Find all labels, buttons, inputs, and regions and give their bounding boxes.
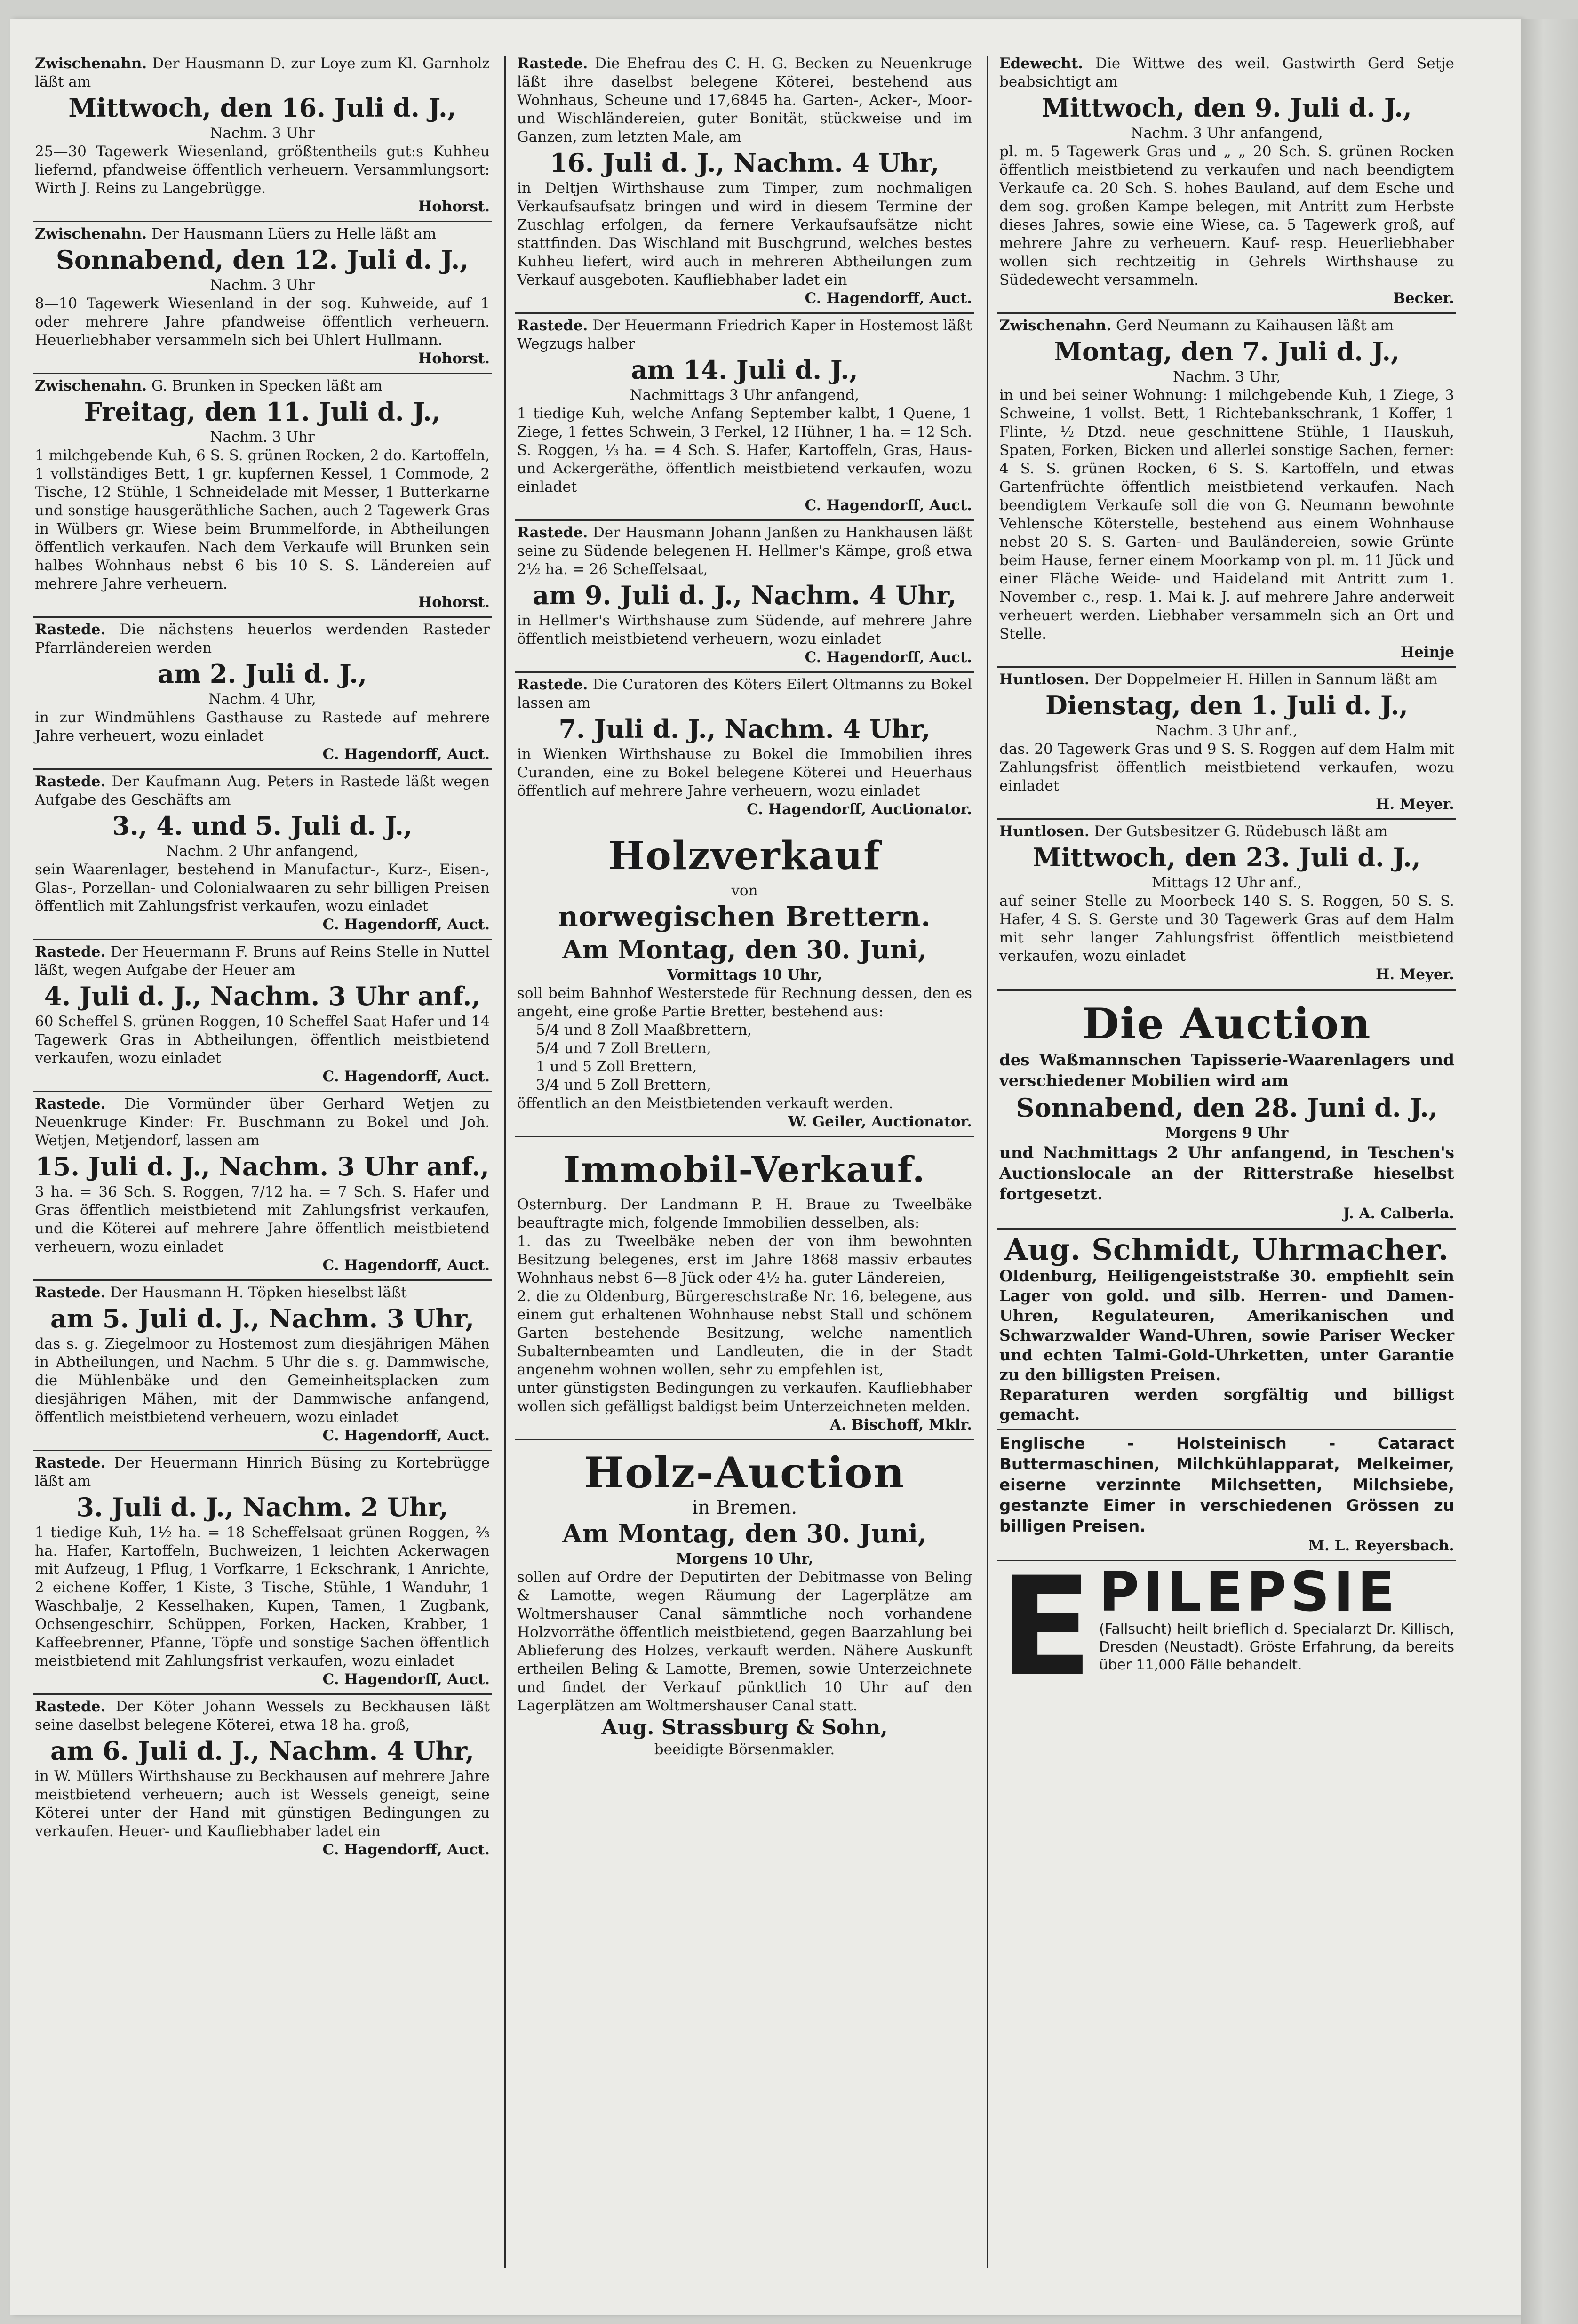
classified-ad [33,939,492,1091]
ad-intro: Die Wittwe des weil. Gastwirth Gerd Setje beabsichtigt am [999,55,1454,90]
ad-signature: C. Hagendorff, Auct. [805,649,972,666]
classified-ad [515,312,974,519]
schmidt-uhrmacher-ad [997,1228,1456,1429]
ad-place: Huntlosen. [999,671,1090,688]
column-left [33,52,492,2273]
list-item: 5/4 und 7 Zoll Brettern, [536,1040,711,1057]
ad-intro: Der Kaufmann Aug. Peters in Rastede läßt wegen Aufgabe des Geschäfts am [35,773,490,808]
ad-date-heading: Mittwoch, den 16. Juli d. J., [68,93,456,123]
ad-intro: Die nächstens heuerlos werdenden Rasteder Pfarrländereien werden [35,621,490,656]
die-auction-ad [997,989,1456,1228]
ad-title: Aug. Schmidt, Uhrmacher. [1004,1232,1449,1267]
ad-date-heading: 15. Juli d. J., Nachm. 3 Uhr anf., [35,1151,489,1182]
ad-date-heading: 3. Juli d. J., Nachm. 2 Uhr, [76,1492,448,1522]
ad-time: Vormittags 10 Uhr, [667,966,822,983]
ad-time: Nachm. 3 Uhr anf., [1156,722,1298,739]
ad-body: 1 tiedige Kuh, welche Anfang September kalbt, 1 Quene, 1 Ziege, 1 fettes Schwein, 3 Ferkel, 12 Hühner, 1 ha. = 12 Sch. S. Roggen, ⅓ ha. = 4 Sch. S. Hafer, Kartoffeln, Gras, Haus- und Ackergeräthe, öffentlich meistbietend verkaufen, wozu einladet [517,405,972,495]
ad-body: 1 tiedige Kuh, 1½ ha. = 18 Scheffelsaat grünen Roggen, ⅔ ha. Hafer, Kartoffeln, Buchweizen, 1 leichten Ackerwagen mit Aufzeug, 1 Pflug, 1 Vorfkarre, 1 Eckschrank, 1 Anrichte, 2 eichene Koffer, 1 Kiste, 3 Tische, Stühle, 1 Wanduhr, 1 Waschbalje, 2 Kesselhaken, Kupen, Tamen, 1 Zugbank, Ochsengeschirr, Schüppen, Forken, Hacken, Krabber, 1 Kaffeebrenner, Pfanne, Töpfe und sonstige Sachen öffentlich meistbietend mit Zahlungsfrist verkaufen, wozu einladet [35,1524,490,1669]
ad-body: in zur Windmühlens Gasthause zu Rastede auf mehrere Jahre verheuert, wozu einladet [35,709,490,744]
ad-place: Rastede. [35,943,106,960]
classified-ad [997,818,1456,989]
ad-body: des Waßmannschen Tapisserie-Waarenlagers und verschiedener Mobilien wird am [999,1051,1454,1090]
ad-signature: C. Hagendorff, Auct. [322,1257,490,1274]
ad-initial: E [999,1548,1093,1707]
ad-signature: Becker. [1393,290,1454,307]
ad-intro: Der Heuermann Hinrich Büsing zu Kortebrügge läßt am [35,1454,490,1490]
holzverkauf-ad [515,823,974,1136]
ad-intro: G. Brunken in Specken läßt am [151,377,383,394]
ad-body: das s. g. Ziegelmoor zu Hostemost zum diesjährigen Mähen in Abtheilungen, und Nachm. 5 Uhr die s. g. Dammwische, die Mühlenbäke und den Gemeinheitsplacken zum diesjährigen Mähen, mit der Dammwische anfangend, öffentlich meistbietend verheuern, wozu einladet [35,1335,490,1426]
ad-time: Morgens 10 Uhr, [676,1550,813,1567]
ad-date-heading: am 6. Juli d. J., Nachm. 4 Uhr, [50,1736,475,1766]
ad-body: in Hellmer's Wirthshause zum Südende, auf mehrere Jahre öffentlich meistbietend verheuern, wozu einladet [517,612,972,647]
list-item: 5/4 und 8 Zoll Maaßbrettern, [536,1022,752,1038]
ad-title: Immobil-Verkauf. [563,1149,926,1190]
ad-time: Nachm. 3 Uhr, [1173,368,1281,385]
list-item: 2. die zu Oldenburg, Bürgereschstraße Nr. 16, belegene, aus einem gut erhaltenen Wohnhause nebst Stall und schönem Garten bestehende Besitzung, welche namentlich Subalternbeamten und Landleuten, die in der Stadt angenehm wohnen wollen, sehr zu empfehlen ist, [517,1288,972,1378]
classified-ad [33,1279,492,1450]
ad-title: Die Auction [1082,999,1371,1049]
ad-time: Morgens 9 Uhr [1165,1125,1289,1142]
ad-intro: Die Ehefrau des C. H. G. Becken zu Neuenkruge läßt ihre daselbst belegene Köterei, bestehend aus Wohnhaus, Scheune und 17,6845 ha. Garten-, Acker-, Moor- und Wischländereien, guter Bonität, stückweise und im Ganzen, zum letzten Male, am [517,55,972,145]
ad-signature: W. Geiler, Auctionator. [788,1113,972,1130]
classified-ad [33,616,492,768]
ad-signature: C. Hagendorff, Auct. [322,1671,490,1688]
ad-signature: Hohorst. [418,350,490,367]
ad-body: 8—10 Tagewerk Wiesenland in der sog. Kuhweide, auf 1 oder mehrere Jahre pfandweise öffentlich verheuern. Heuerliebhaber versammeln sich bei Uhlert Hullmann. [35,295,490,349]
ad-place: Zwischenahn. [35,55,147,72]
ad-place: Zwischenahn. [35,377,147,394]
ad-date: Sonnabend, den 28. Juni d. J., [1016,1093,1438,1123]
ad-body: in und bei seiner Wohnung: 1 milchgebende Kuh, 1 Ziege, 3 Schweine, 1 vollst. Bett, 1 Richtebankschrank, 1 Koffer, 1 Flinte, ½ Dtzd. neue geschnittene Stühle, 1 Hauskuh, Spaten, Forken, Bicken und allerlei sonstige Sachen, ferner: 4 S. S. grünen Rocken, 6 S. S. Kartoffeln, und etwas Gartenfrüchte öffentlich meistbietend verkaufen. Nach beendigtem Verkaufe soll die von G. Neumann bewohnte Vehlensche Köterstelle, bestehend aus einem Wohnhause nebst 20 S. S. Garten- und Bauländereien, sowie Grünte beim Hause, ferner einem Moorkamp von pl. m. 11 Jück und einer Fläche Weide- und Haideland mit Antritt zum 1. November c., resp. 1. Mai k. J. auf mehrere Jahre anderweit verheuert werden. Liebhaber versammeln sich an Ort und Stelle. [999,387,1454,642]
ad-von: von [731,882,758,899]
ad-intro: Der Hausmann Johann Janßen zu Hankhausen läßt seine zu Südende belegenen H. Hellmer's Kämpe, groß etwa 2½ ha. = 26 Scheffelsaat, [517,524,972,578]
ad-body: 25—30 Tagewerk Wiesenland, größtentheils gut:s Kuhheu liefernd, pfandweise öffentlich verheuern. Versammlungsort: Wirth J. Reins zu Langebrügge. [35,143,490,197]
ad-title: Holz-Auction [583,1448,905,1498]
page-edge [1521,19,1578,2324]
ad-date-heading: am 9. Juli d. J., Nachm. 4 Uhr, [532,580,957,610]
epilepsie-ad [997,1548,1456,1707]
ad-date-heading: Montag, den 7. Juli d. J., [1054,336,1400,367]
ad-place: Rastede. [35,773,106,790]
ad-time: Nachmittags 3 Uhr anfangend, [630,387,860,404]
ad-intro: Die Vormünder über Gerhard Wetjen zu Neuenkruge Kinder: Fr. Buschmann zu Bokel und Joh. Wetjen, Metjendorf, lassen am [35,1095,490,1149]
ad-body: in Deltjen Wirthshause zum Timper, zum nochmaligen Verkaufsaufsatz bringen und wird in diesem Termine der Zuschlag erfolgen, da fernere Verkaufsaufsätze nicht stattfinden. Das Wischland mit Buschgrund, welches bestes Kuhheu liefert, wird auch in mehreren Abtheilungen zum Verkauf ausgeboten. Kaufliebhaber ladet ein [517,180,972,288]
ad-signature: C. Hagendorff, Auct. [322,1427,490,1444]
ad-place: Rastede. [517,317,588,334]
classified-ad [33,52,492,221]
column-rule [504,56,506,2268]
ad-place: Zwischenahn. [35,225,147,242]
classified-ad [997,666,1456,818]
ad-date: Am Montag, den 30. Juni, [562,1518,927,1549]
ad-body: soll beim Bahnhof Westerstede für Rechnung dessen, den es angeht, eine große Partie Bretter, bestehend aus: [517,985,972,1020]
column-middle [515,52,974,2273]
item-list [517,1021,972,1094]
ad-subtitle: norwegischen Brettern. [558,901,931,933]
ad-place: Rastede. [35,1095,106,1112]
ad-signature: Heinje [1400,644,1454,661]
ad-body: in W. Müllers Wirthshause zu Beckhausen auf mehrere Jahre meistbietend verheuern; auch ist Wessels geneigt, seine Köterei unter der Hand mit günstigen Bedingungen zu verkaufen. Heuer- und Kaufliebhaber ladet ein [35,1768,490,1840]
ad-place: in Bremen. [692,1497,797,1518]
ad-intro: Der Hausmann Lüers zu Helle läßt am [151,225,437,242]
ad-signature: C. Hagendorff, Auct. [322,1841,490,1858]
ad-intro: Der Köter Johann Wessels zu Beckhausen läßt seine daselbst belegene Köterei, etwa 18 ha. groß, [35,1698,490,1733]
ad-place: Rastede. [517,676,588,693]
classified-ad [515,519,974,671]
ad-place: Rastede. [35,1284,106,1301]
ad-title: Holzverkauf [608,833,881,878]
ad-signature: C. Hagendorff, Auct. [322,916,490,933]
holz-auction-ad [515,1439,974,1764]
column-right [997,52,1456,2273]
column-rule [987,56,988,2268]
ad-intro: Der Heuermann F. Bruns auf Reins Stelle in Nuttel läßt, wegen Aufgabe der Heuer am [35,943,490,979]
ad-intro: Der Hausmann D. zur Loye zum Kl. Garnholz läßt am [35,55,490,90]
ad-date-heading: Dienstag, den 1. Juli d. J., [1045,690,1408,720]
ad-signature: Hohorst. [418,594,490,611]
ad-body: sein Waarenlager, bestehend in Manufactur-, Kurz-, Eisen-, Glas-, Porzellan- und Colonialwaaren zu sehr billigen Preisen öffentlich mit Zahlungsfrist verkaufen, wozu einladet [35,861,490,915]
ad-body: sollen auf Ordre der Deputirten der Debitmasse von Beling & Lamotte, wegen Räumung der Lagerplätze am Woltmershauser Canal sämmtliche noch vorhandene Holzvorräthe öffentlich meistbietend, gegen Baarzahlung bei Ablieferung des Holzes, verkauft werden. Nähere Auskunft ertheilen Beling & Lamotte, Bremen, sowie Unterzeichnete und findet der Verkauf pünktlich 10 Uhr auf den Lagerplätzen am Woltmershauser Canal statt. [517,1569,972,1714]
ad-title: PILEPSIE [1099,1560,1399,1624]
ad-intro: Gerd Neumann zu Kaihausen läßt am [1116,317,1394,334]
ad-intro: Osternburg. Der Landmann P. H. Braue zu Tweelbäke beauftragte mich, folgende Immobilien desselben, als: [517,1196,972,1231]
ad-signature: Hohorst. [418,198,490,215]
ad-signature: J. A. Calberla. [1343,1205,1454,1222]
ad-signature: C. Hagendorff, Auct. [805,290,972,307]
ad-place: Edewecht. [999,55,1083,72]
ad-tail: und Nachmittags 2 Uhr anfangend, in Teschen's Auctionslocale an der Ritterstraße hieselbst fortgesetzt. [999,1143,1454,1204]
immobil-verkauf-ad [515,1136,974,1439]
ad-intro: Der Heuermann Friedrich Kaper in Hostemost läßt Wegzugs halber [517,317,972,352]
ad-signature: C. Hagendorff, Auctionator. [747,801,972,818]
ad-date-heading: 3., 4. und 5. Juli d. J., [112,811,413,841]
ad-date-heading: am 5. Juli d. J., Nachm. 3 Uhr, [50,1303,475,1334]
ad-time: Nachm. 3 Uhr [210,277,315,294]
ad-intro: Der Gutsbesitzer G. Rüdebusch läßt am [1094,823,1388,840]
classified-ad [33,1091,492,1279]
ad-date-heading: am 2. Juli d. J., [157,659,367,689]
buttermaschinen-ad [997,1429,1456,1560]
ad-place: Rastede. [35,1454,106,1471]
ad-body: 1 milchgebende Kuh, 6 S. S. grünen Rocken, 2 do. Kartoffeln, 1 vollständiges Bett, 1 gr. kupfernen Kessel, 1 Commode, 2 Tische, 12 Stühle, 1 Schneidelade mit Messer, 1 Butterkarne und sonstige hausgeräthliche Sachen, auch 2 Tagewerk Gras in Wülbers gr. Wiese beim Brummelforde, in Abtheilungen öffentlich verkaufen. Nach dem Verkaufe will Brunken sein halbes Wohnhaus nebst 6 bis 10 S. S. Ländereien auf mehrere Jahre verheuern. [35,447,490,592]
ad-date-heading: 4. Juli d. J., Nachm. 3 Uhr anf., [44,981,481,1011]
ad-intro: Der Hausmann H. Töpken hieselbst läßt [110,1284,407,1301]
ad-place: Rastede. [517,524,588,541]
ad-body: Englische - Holsteinisch - Cataract Buttermaschinen, Milchkühlapparat, Melkeimer, eiserne verzinnte Milchsetten, Milchsiebe, gestanzte Eimer in verschiedenen Grössen zu billigen Preisen. [999,1434,1454,1536]
ad-date: Am Montag, den 30. Juni, [562,934,927,965]
ad-date-heading: Mittwoch, den 9. Juli d. J., [1042,93,1412,123]
ad-place: Rastede. [35,621,106,638]
ad-place: Rastede. [517,55,588,72]
classified-ad [33,768,492,939]
ad-tail: Reparaturen werden sorgfältig und billigst gemacht. [999,1385,1454,1423]
ad-signature: H. Meyer. [1376,966,1454,983]
classified-ad [997,312,1456,666]
ad-place: Zwischenahn. [999,317,1112,334]
ad-signature: C. Hagendorff, Auct. [322,1068,490,1085]
ad-body: Oldenburg, Heiligengeiststraße 30. empfiehlt sein Lager von gold. und silb. Herren- und Damen-Uhren, Regulateuren, Amerikanischen und Schwarzwalder Wand-Uhren, sowie Pariser Wecker und echten Talmi-Gold-Uhrketten, unter Garantie zu den billigsten Preisen. [999,1267,1454,1384]
ad-date-heading: Mittwoch, den 23. Juli d. J., [1033,842,1421,872]
list-item: 1 und 5 Zoll Brettern, [536,1058,697,1075]
ad-signature: C. Hagendorff, Auct. [805,497,972,514]
classified-ad [997,52,1456,312]
ad-signature: Aug. Strassburg & Sohn, [601,1716,888,1740]
ad-place: Huntlosen. [999,823,1090,840]
ad-tail: unter günstigsten Bedingungen zu verkaufen. Kaufliebhaber wollen sich gefälligst baldigst beim Unterzeichneten melden. [517,1380,972,1415]
ad-body: das. 20 Tagewerk Gras und 9 S. S. Roggen auf dem Halm mit Zahlungsfrist öffentlich meistbietend verkaufen, wozu einladet [999,741,1454,794]
classified-ad [33,221,492,373]
ad-body: in Wienken Wirthshause zu Bokel die Immobilien ihres Curanden, eine zu Bokel belegene Köterei und Heuerhaus öffentlich auf mehrere Jahre verheuern, wozu einladet [517,746,972,799]
list-item: 3/4 und 5 Zoll Brettern, [536,1077,711,1094]
ad-date-heading: 7. Juli d. J., Nachm. 4 Uhr, [558,714,931,744]
classified-ad [33,1450,492,1693]
ad-time: Nachm. 2 Uhr anfangend, [166,843,359,860]
ad-body: auf seiner Stelle zu Moorbeck 140 S. S. Roggen, 50 S. S. Hafer, 4 S. S. Gerste und 30 Tagewerk Gras auf dem Halm mit sehr langer Zahlungsfrist öffentlich meistbietend verkaufen, wozu einladet [999,893,1454,965]
ad-time: Nachm. 3 Uhr anfangend, [1131,125,1323,142]
ad-tail: öffentlich an den Meistbietenden verkauft werden. [517,1095,893,1112]
classified-ad [33,1693,492,1864]
list-item: 1. das zu Tweelbäke neben der von ihm bewohnten Besitzung belegenes, erst im Jahre 1868 massiv erbautes Wohnhaus nebst 6—8 Jück oder 4½ ha. guter Ländereien, [517,1233,972,1286]
ad-place: Rastede. [35,1698,106,1715]
ad-date-heading: am 14. Juli d. J., [631,355,858,385]
ad-body: 60 Scheffel S. grünen Roggen, 10 Scheffel Saat Hafer und 14 Tagewerk Gras in Abtheilungen, öffentlich meistbietend verkaufen, wozu einladet [35,1013,490,1067]
ad-signature: M. L. Reyersbach. [1308,1537,1454,1554]
ad-intro: Der Doppelmeier H. Hillen in Sannum läßt am [1094,671,1438,688]
ad-intro: Die Curatoren des Köters Eilert Oltmanns zu Bokel lassen am [517,676,972,711]
classified-ad [515,52,974,312]
ad-body: 3 ha. = 36 Sch. S. Roggen, 7/12 ha. = 7 Sch. S. Hafer und Gras öffentlich meistbietend mit Zahlungsfrist verkaufen, und die Köterei auf mehrere Jahre öffentlich meistbietend verheuern, wozu einladet [35,1183,490,1255]
ad-time: Nachm. 3 Uhr [210,125,315,142]
ad-signature: C. Hagendorff, Auct. [322,746,490,763]
ad-signature: A. Bischoff, Mklr. [829,1416,972,1433]
ad-date-heading: Freitag, den 11. Juli d. J., [84,397,441,427]
ad-body: pl. m. 5 Tagewerk Gras und „ „ 20 Sch. S. grünen Rocken öffentlich meistbietend zu verkaufen und nach beendigtem Verkaufe ca. 20 Sch. S. hohes Bauland, auf dem Esche und dem sog. großen Kampe belegen, mit Antritt zum Herbste dieses Jahres, sowie eine Wiese, ca. 5 Tagewerk groß, auf mehrere Jahre zu verheuern. Kauf- resp. Heuerliebhaber wollen sich rechtzeitig in Gehrels Wirthshause zu Südedewecht versammeln. [999,143,1454,288]
ad-signature-title: beeidigte Börsenmakler. [654,1741,835,1758]
ad-date-heading: Sonnabend, den 12. Juli d. J., [56,245,469,275]
classified-ad [33,373,492,616]
classified-ad [515,671,974,823]
item-list [517,1232,972,1379]
ad-time: Nachm. 3 Uhr [210,429,315,446]
ad-signature: H. Meyer. [1376,796,1454,813]
ad-date-heading: 16. Juli d. J., Nachm. 4 Uhr, [550,148,940,178]
ad-body: (Fallsucht) heilt brieflich d. Specialarzt Dr. Killisch, Dresden (Neustadt). Gröste Erfahrung, da bereits über 11,000 Fälle behandelt. [1099,1621,1454,1673]
ad-time: Mittags 12 Uhr anf., [1151,874,1302,891]
ad-time: Nachm. 4 Uhr, [208,691,316,708]
